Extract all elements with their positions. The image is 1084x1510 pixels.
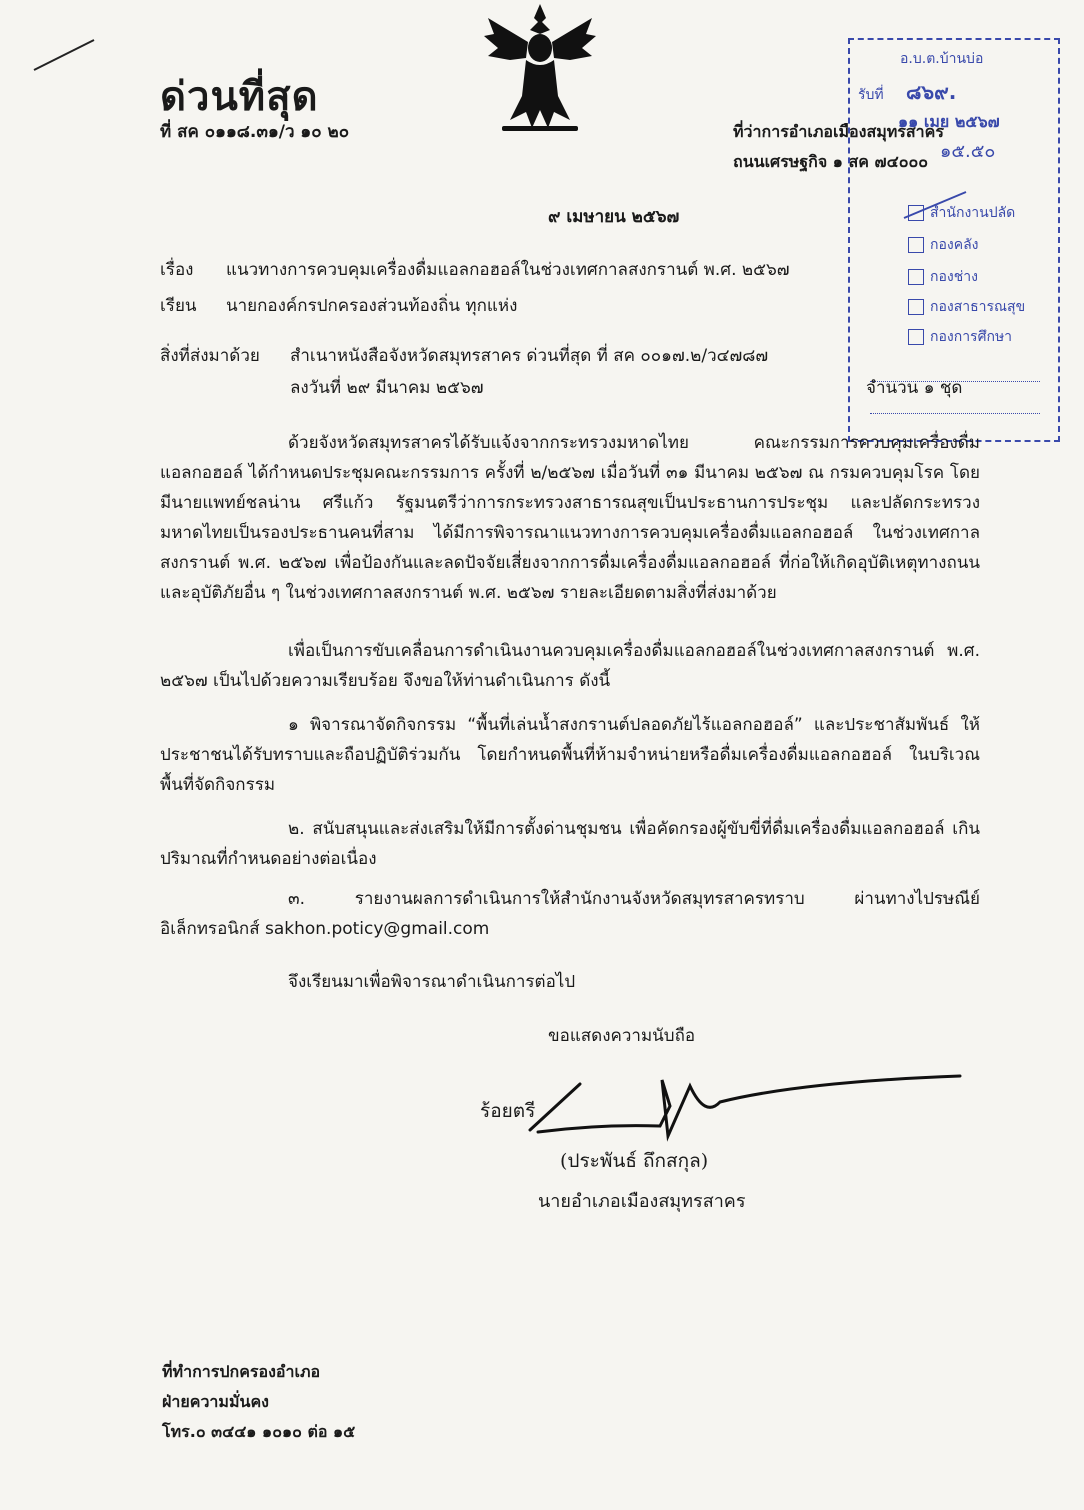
office-address-line2: ถนนเศรษฐกิจ ๑ สค ๗๔๐๐๐ [733, 152, 928, 171]
footer-line-1: ที่ทำการปกครองอำเภอ [162, 1362, 321, 1381]
stamp-dept-3: กองสาธารณสุข [908, 296, 1025, 318]
signatory-name: (ประพันธ์ ถึกสกุล) [560, 1150, 709, 1172]
document-number: ที่ สค ๐๑๑๘.๓๑/ว ๑๐ ๒๐ [160, 122, 350, 142]
footer-line-3: โทร.๐ ๓๔๔๑ ๑๐๑๐ ต่อ ๑๕ [162, 1422, 356, 1441]
enclosure-qty: จำนวน ๑ ชุด [866, 378, 963, 398]
office-address-line1: ที่ว่าการอำเภอเมืองสมุทรสาคร [733, 122, 944, 141]
checkbox-icon [908, 299, 924, 315]
stamp-received-time: ๑๕.๕๐ [940, 141, 996, 162]
footer-line-2: ฝ่ายความมั่นคง [162, 1392, 269, 1411]
body-item-2: ๒. สนับสนุนและส่งเสริมให้มีการตั้งด่านชุมชน เพื่อคัดกรองผู้ขับขี่ที่ดื่มเครื่องดื่มแอลกอฮอล์ เกินปริมาณที่กำหนดอย่างต่อเนื่อง [160, 819, 980, 869]
closing-line: จึงเรียนมาเพื่อพิจารณาดำเนินการต่อไป [288, 972, 576, 992]
urgency-heading: ด่วนที่สุด [160, 74, 319, 120]
body-item-3: ๓. รายงานผลการดำเนินการให้สำนักงานจังหวัดสมุทรสาครทราบ ผ่านทางไปรษณีย์ อิเล็กทรอนิกส์ sakhon.poticy@gmail.com [160, 889, 980, 939]
checkbox-icon [908, 237, 924, 253]
subject-text: แนวทางการควบคุมเครื่องดื่มแอลกอฮอล์ในช่วงเทศกาลสงกรานต์ พ.ศ. ๒๕๖๗ [226, 260, 790, 280]
stamp-dept-1: กองคลัง [908, 234, 979, 256]
pen-mark-icon [30, 34, 100, 74]
signature-rank: ร้อยตรี [480, 1100, 536, 1122]
body-paragraph-1: ด้วยจังหวัดสมุทรสาครได้รับแจ้งจากกระทรวงมหาดไทย คณะกรรมการควบคุมเครื่องดื่มแอลกอฮอล์ ได้กำหนดประชุมคณะกรรมการ ครั้งที่ ๒/๒๕๖๗ เมื่อวันที่ ๓๑ มีนาคม ๒๕๖๗ ณ กรมควบคุมโรค โดยมีนายแพทย์ชลน่าน ศรีแก้ว รัฐมนตรีว่าการกระทรวงสาธารณสุขเป็นประธานการประชุม และปลัดกระทรวงมหาดไทยเป็นรองประธานคนที่สาม ได้มีการพิจารณาแนวทางการควบคุมเครื่องดื่มแอลกอฮอล์ ในช่วงเทศกาลสงกรานต์ พ.ศ. ๒๕๖๗ เพื่อป้องกันและลดปัจจัยเสี่ยงจากการดื่มเครื่องดื่มแอลกอฮอล์ ที่ก่อให้เกิดอุบัติเหตุทางถนนและอุบัติภัยอื่น ๆ ในช่วงเทศกาลสงกรานต์ พ.ศ. ๒๕๖๗ รายละเอียดตามสิ่งที่ส่งมาด้วย [160, 433, 980, 603]
document-date: ๙ เมษายน ๒๕๖๗ [548, 207, 680, 227]
handwritten-signature-icon [520, 1066, 970, 1146]
stamp-org: อ.บ.ต.บ้านบ่อ [900, 51, 984, 67]
enclosure-line2: ลงวันที่ ๒๙ มีนาคม ๒๕๖๗ [290, 378, 484, 398]
stamp-dept-2: กองช่าง [908, 266, 978, 288]
stamp-dotted-line [870, 413, 1040, 414]
checkbox-icon [908, 205, 924, 221]
body-paragraph-2: เพื่อเป็นการขับเคลื่อนการดำเนินงานควบคุมเครื่องดื่มแอลกอฮอล์ในช่วงเทศกาลสงกรานต์ พ.ศ. ๒๕๖๗ เป็นไปด้วยความเรียบร้อย จึงขอให้ท่านดำเนินการ ดังนี้ [160, 641, 980, 691]
stamp-received-label: รับที่ [858, 87, 884, 103]
garuda-emblem-icon [480, 0, 600, 140]
subject-label: เรื่อง [160, 260, 194, 280]
checkbox-icon [908, 269, 924, 285]
enclosure-label: สิ่งที่ส่งมาด้วย [160, 346, 260, 366]
checkbox-icon [908, 329, 924, 345]
regards: ขอแสดงความนับถือ [548, 1026, 696, 1046]
stamp-received-number: ๘๖๙. [906, 80, 957, 104]
enclosure-line1: สำเนาหนังสือจังหวัดสมุทรสาคร ด่วนที่สุด ที่ สค ๐๐๑๗.๒/ว๔๗๘๗ [290, 346, 769, 366]
stamp-received-date: ๑๑ เมย ๒๕๖๗ [898, 112, 1000, 131]
to-label: เรียน [160, 296, 197, 316]
body-item-1: ๑ พิจารณาจัดกิจกรรม “พื้นที่เล่นน้ำสงกรานต์ปลอดภัยไร้แอลกอฮอล์” และประชาสัมพันธ์ ให้ประชาชนได้รับทราบและถือปฏิบัติร่วมกัน โดยกำหนดพื้นที่ห้ามจำหน่ายหรือดื่มเครื่องดื่มแอลกอฮอล์ ในบริเวณพื้นที่จัดกิจกรรม [160, 715, 980, 795]
signatory-title: นายอำเภอเมืองสมุทรสาคร [538, 1191, 746, 1212]
stamp-dept-4: กองการศึกษา [908, 326, 1012, 348]
stamp-dept-0: สำนักงานปลัด [908, 202, 1015, 224]
to-text: นายกองค์กรปกครองส่วนท้องถิ่น ทุกแห่ง [226, 296, 518, 316]
